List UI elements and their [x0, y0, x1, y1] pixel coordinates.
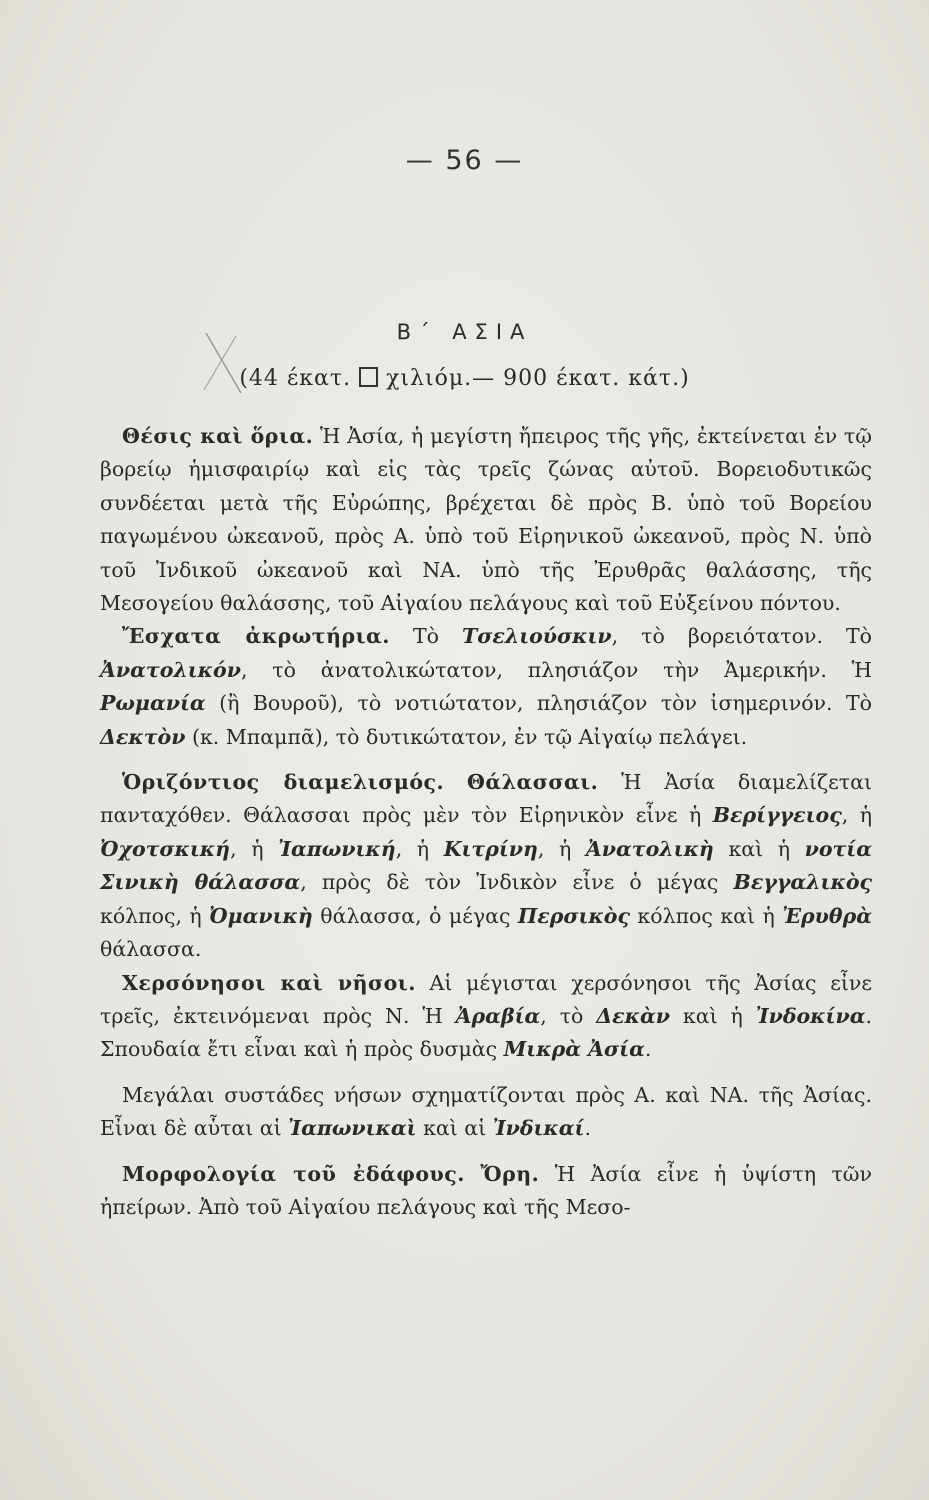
text-run: , πρὸς δὲ τὸν Ἰνδικὸν εἶνε ὁ μέγας — [300, 870, 734, 895]
subtitle-population: χιλιόμ.— 900 έκατ. κάτ.) — [386, 366, 690, 391]
text-run: , τὸ βορειότατον. Τὸ — [611, 624, 872, 649]
section-heading: Ἔσχατα ἀκρωτήρια. — [122, 624, 390, 649]
text-run: . Σπουδαία ἔτι εἶναι καὶ ἡ πρὸς δυσμὰς — [100, 1003, 872, 1062]
chapter-subtitle — [0, 366, 929, 391]
text-run: κόλπος καὶ ἡ — [629, 903, 783, 928]
text-run: θάλασσα. — [100, 937, 202, 962]
emphasis-term: Ὀμανικὴ — [209, 903, 313, 928]
section-heading: Χερσόνησοι καὶ νῆσοι. — [122, 970, 416, 995]
text-run: Ἡ Ἀσία διαμελίζεται πανταχόθεν. Θάλασσαι πρὸς μὲν τὸν Εἰρηνικὸν εἶνε ἡ — [100, 770, 872, 828]
text-run: θάλασσα, ὁ μέγας — [312, 903, 518, 928]
text-run: (ἢ Βουροῦ), τὸ νοτιώτατον, πλησιάζον τὸν ἰσημερινόν. Τὸ — [205, 691, 872, 716]
emphasis-term: Τσελιούσκιν — [462, 624, 612, 649]
chapter-title: Β΄ ΑΣΙΑ — [396, 320, 533, 344]
emphasis-term: Ἰαπωνική — [278, 836, 396, 861]
section-heading: Θέσις καὶ ὅρια. — [122, 424, 314, 448]
emphasis-term: Ἀραβία — [455, 1003, 541, 1028]
text-run: . — [584, 1116, 592, 1141]
text-run: Τὸ — [389, 624, 462, 649]
text-run: , ἡ — [537, 836, 586, 861]
emphasis-term: Ἀνατολικὴ — [585, 836, 714, 861]
text-run: κόλπος, ἡ — [100, 903, 210, 928]
text-run: Ἡ Ἀσία εἶνε ἡ ὑψίστη τῶν ἠπείρων. Ἀπὸ τοῦ Αἰγαίου πελάγους καὶ τῆς Μεσο- — [100, 1161, 872, 1219]
emphasis-term: Ἰνδικαί — [492, 1116, 585, 1141]
text-run: (κ. Μπαμπᾶ), τὸ δυτικώτατον, ἐν τῷ Αἰγαίῳ πελάγει. — [185, 724, 748, 749]
subtitle-area: (44 έκατ. — [239, 366, 352, 391]
paragraph-peninsulas — [100, 967, 872, 1067]
text-run: Μεγάλαι συστάδες νήσων σχηματίζονται πρὸς Α. καὶ ΝΑ. τῆς Ἀσίας. Εἶναι δὲ αὗται αἱ — [100, 1082, 872, 1141]
emphasis-term: Ρωμανία — [100, 691, 206, 716]
emphasis-term: Βερίγγειος — [712, 803, 842, 828]
emphasis-term: Περσικὸς — [517, 903, 630, 928]
emphasis-term: Ἰνδοκίνα — [755, 1003, 866, 1028]
paragraph-islands — [100, 1079, 872, 1146]
paragraph-capes — [100, 620, 872, 754]
paragraph-text: Ἡ Ἀσία, ἡ μεγίστη ἤπειρος τῆς γῆς, ἐκτείνεται ἐν τῷ βορείῳ ἡμισφαιρίῳ καὶ εἰς τὰς τρεῖς ζώνας αὐτοῦ. Βορειοδυτικῶς συνδέεται μετὰ τῆς Εὐρώπης, βρέχεται δὲ πρὸς Β. ὑπὸ τοῦ Βορείου παγωμένου ὠκεανοῦ, πρὸς Α. ὑπὸ τοῦ Εἰρηνικοῦ ὠκεανοῦ, πρὸς Ν. ὑπὸ τοῦ Ἰνδικοῦ ὠκεανοῦ καὶ ΝΑ. ὑπὸ τῆς Ἐρυθρᾶς θαλάσσης, τῆς Μεσογείου θαλάσσης, τοῦ Αἰγαίου πελάγους καὶ τοῦ Εὐξείνου πόντου. — [100, 424, 872, 616]
emphasis-term: Ὀχοτσκική — [100, 836, 231, 861]
page-number: — 56 — — [405, 145, 524, 176]
text-run: Αἱ μέγισται χερσόνησοι τῆς Ἀσίας εἶνε τρεῖς, ἐκτεινόμεναι πρὸς Ν. Ἡ — [100, 970, 872, 1028]
paragraph-position-borders — [100, 420, 872, 620]
text-run: . — [644, 1037, 652, 1062]
emphasis-term: Δεκὰν — [596, 1003, 671, 1028]
section-subheading: Θάλασσαι. — [466, 770, 599, 795]
section-heading: Ὁριζόντιος διαμελισμός. — [122, 770, 445, 795]
emphasis-term: Κιτρίνη — [443, 836, 538, 861]
text-run: καὶ αἱ — [416, 1116, 493, 1141]
emphasis-term: Βεγγαλικὸς — [733, 870, 872, 895]
emphasis-term: Ἰαπωνικαὶ — [288, 1116, 417, 1141]
text-run: , ἡ — [395, 836, 444, 861]
paragraph-seas — [100, 766, 872, 966]
text-run: , ἡ — [841, 803, 872, 828]
emphasis-term: Δεκτὸν — [100, 724, 186, 749]
paragraph-morphology — [100, 1158, 872, 1225]
section-subheading: Ὄρη. — [480, 1161, 540, 1186]
text-run: , ἡ — [230, 836, 279, 861]
section-heading: Μορφολογία τοῦ ἐδάφους. — [122, 1161, 465, 1186]
emphasis-term: νοτία Σινικὴ θάλασσα — [100, 836, 872, 895]
emphasis-term: Ἀνατολικόν — [100, 657, 241, 682]
text-run: καὶ ἡ — [670, 1003, 756, 1028]
emphasis-term: Μικρὰ Ἀσία — [503, 1037, 645, 1062]
square-symbol-icon — [359, 367, 378, 387]
text-run: καὶ ἡ — [713, 836, 805, 861]
body-text — [100, 420, 872, 1224]
text-run: , τὸ — [540, 1003, 597, 1028]
emphasis-term: Ἐρυθρὰ — [782, 903, 872, 928]
text-run: , τὸ ἀνατολικώτατον, πλησιάζον τὴν Ἀμερικήν. Ἡ — [240, 657, 872, 682]
